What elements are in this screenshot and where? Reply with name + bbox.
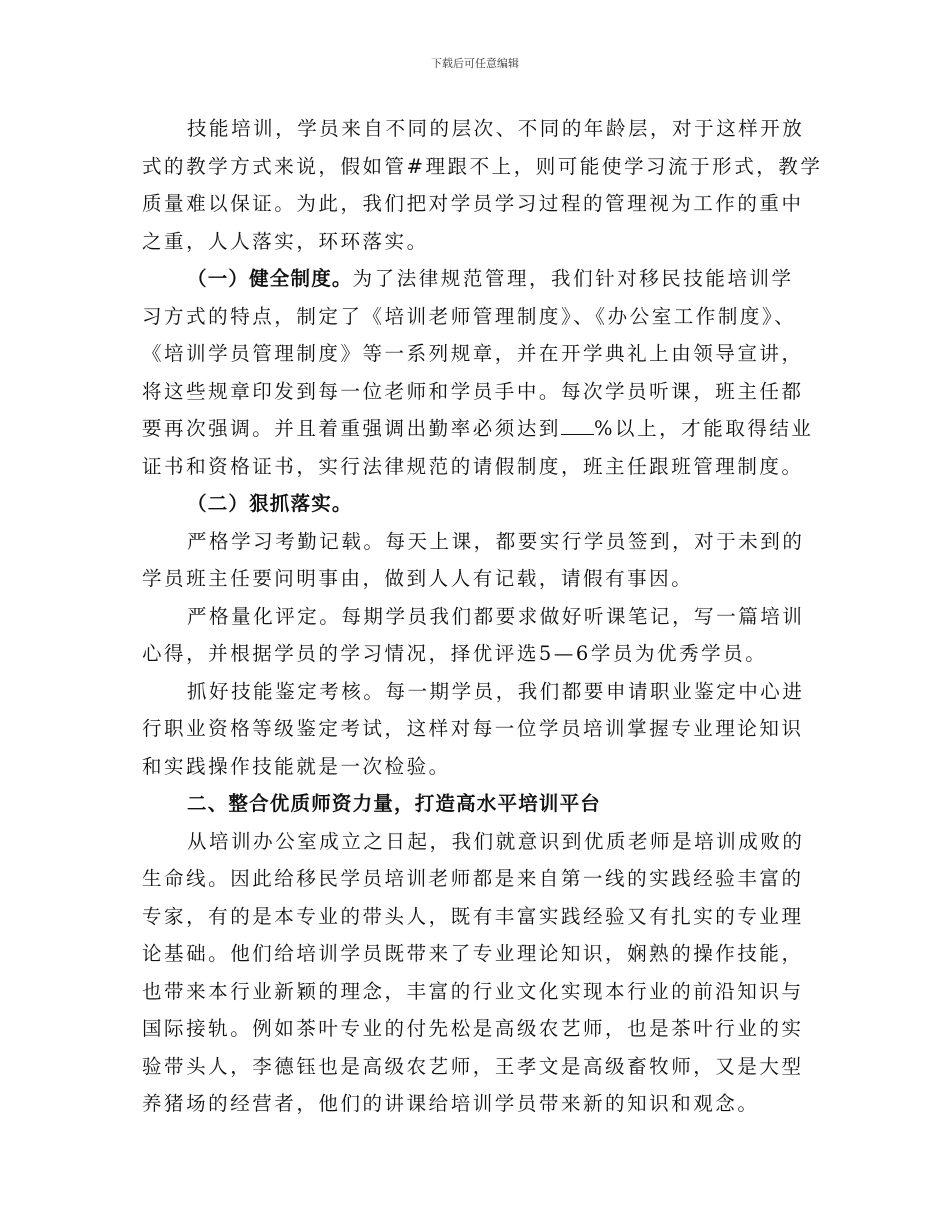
page-header-note: 下载后可任意编辑 (431, 57, 519, 70)
section-1-line (142, 260, 810, 298)
paragraph-line: 式的教学方式来说，假如管#理跟不上，则可能使学习流于形式，教学 (142, 154, 823, 178)
paragraph-line: 也带来本行业新颖的理念，丰富的行业文化实现本行业的前沿知识与 (142, 979, 804, 1003)
attendance-text-before: 要再次强调。并且着重强调出勤率必须达到 (142, 417, 561, 440)
paragraph-line: 和实践操作技能就是一次检验。 (142, 754, 451, 778)
paragraph-line: 专家，有的是本专业的带头人，既有丰富实践经验又有扎实的专业理 (142, 904, 804, 928)
paragraph-line: 严格量化评定。每期学员我们都要求做好听课笔记，写一篇培训 (187, 604, 805, 628)
paragraph-line: 行职业资格等级鉴定考试，这样对每一位学员培训掌握专业理论知识 (142, 717, 804, 740)
paragraph-line: 质量难以保证。为此，我们把对学员学习过程的管理视为工作的重中 (142, 192, 804, 215)
paragraph-line: 习方式的特点，制定了《培训老师管理制度》、《办公室工作制度》、 (142, 304, 797, 328)
paragraph-line: 技能培训，学员来自不同的层次、不同的年龄层，对于这样开放 (187, 117, 805, 140)
paragraph-line: 之重，人人落实，环环落实。 (142, 229, 429, 253)
paragraph-line: 严格学习考勤记载。每天上课，都要实行学员签到，对于未到的 (187, 529, 805, 553)
paragraph-line: 从培训办公室成立之日起，我们就意识到优质老师是培训成败的 (187, 829, 805, 853)
paragraph-line: 国际接轨。例如茶叶专业的付先松是高级农艺师，也是茶叶行业的实 (142, 1017, 804, 1040)
section-2-heading: （二）狠抓落实。 (187, 492, 353, 515)
paragraph-line: 养猪场的经营者，他们的讲课给培训学员带来新的知识和观念。 (142, 1092, 760, 1115)
paragraph-line: 论基础。他们给培训学员既带来了专业理论知识，娴熟的操作技能， (142, 942, 804, 965)
document-body (142, 110, 823, 1123)
paragraph-line: 学员班主任要问明事由，做到人人有记载，请假有事因。 (142, 567, 694, 590)
paragraph-line: 《培训学员管理制度》等一系列规章，并在开学典礼上由领导宣讲， (142, 342, 804, 365)
paragraph-line: 心得，并根据学员的学习情况，择优评选5—6学员为优秀学员。 (142, 642, 768, 665)
attendance-line (142, 410, 814, 448)
paragraph-line: 证书和资格证书，实行法律规范的请假制度，班主任跟班管理制度。 (142, 454, 804, 478)
chapter-2-heading: 二、整合优质师资力量，打造高水平培训平台 (187, 792, 602, 815)
paragraph-line: 生命线。因此给移民学员培训老师都是来自第一线的实践经验丰富的 (142, 867, 804, 890)
paragraph-line: 抓好技能鉴定考核。每一期学员，我们都要申请职业鉴定中心进 (187, 679, 805, 703)
attendance-blank (561, 418, 594, 435)
section-1-heading: （一）健全制度。 (187, 267, 353, 290)
section-1-text: 为了法律规范管理，我们针对移民技能培训学 (352, 267, 794, 290)
paragraph-line: 验带头人，李德钰也是高级农艺师，王孝文是高级畜牧师，又是大型 (142, 1054, 804, 1078)
attendance-text-after: %以上，才能取得结业 (593, 417, 814, 440)
paragraph-line: 将这些规章印发到每一位老师和学员手中。每次学员听课，班主任都 (142, 379, 804, 403)
